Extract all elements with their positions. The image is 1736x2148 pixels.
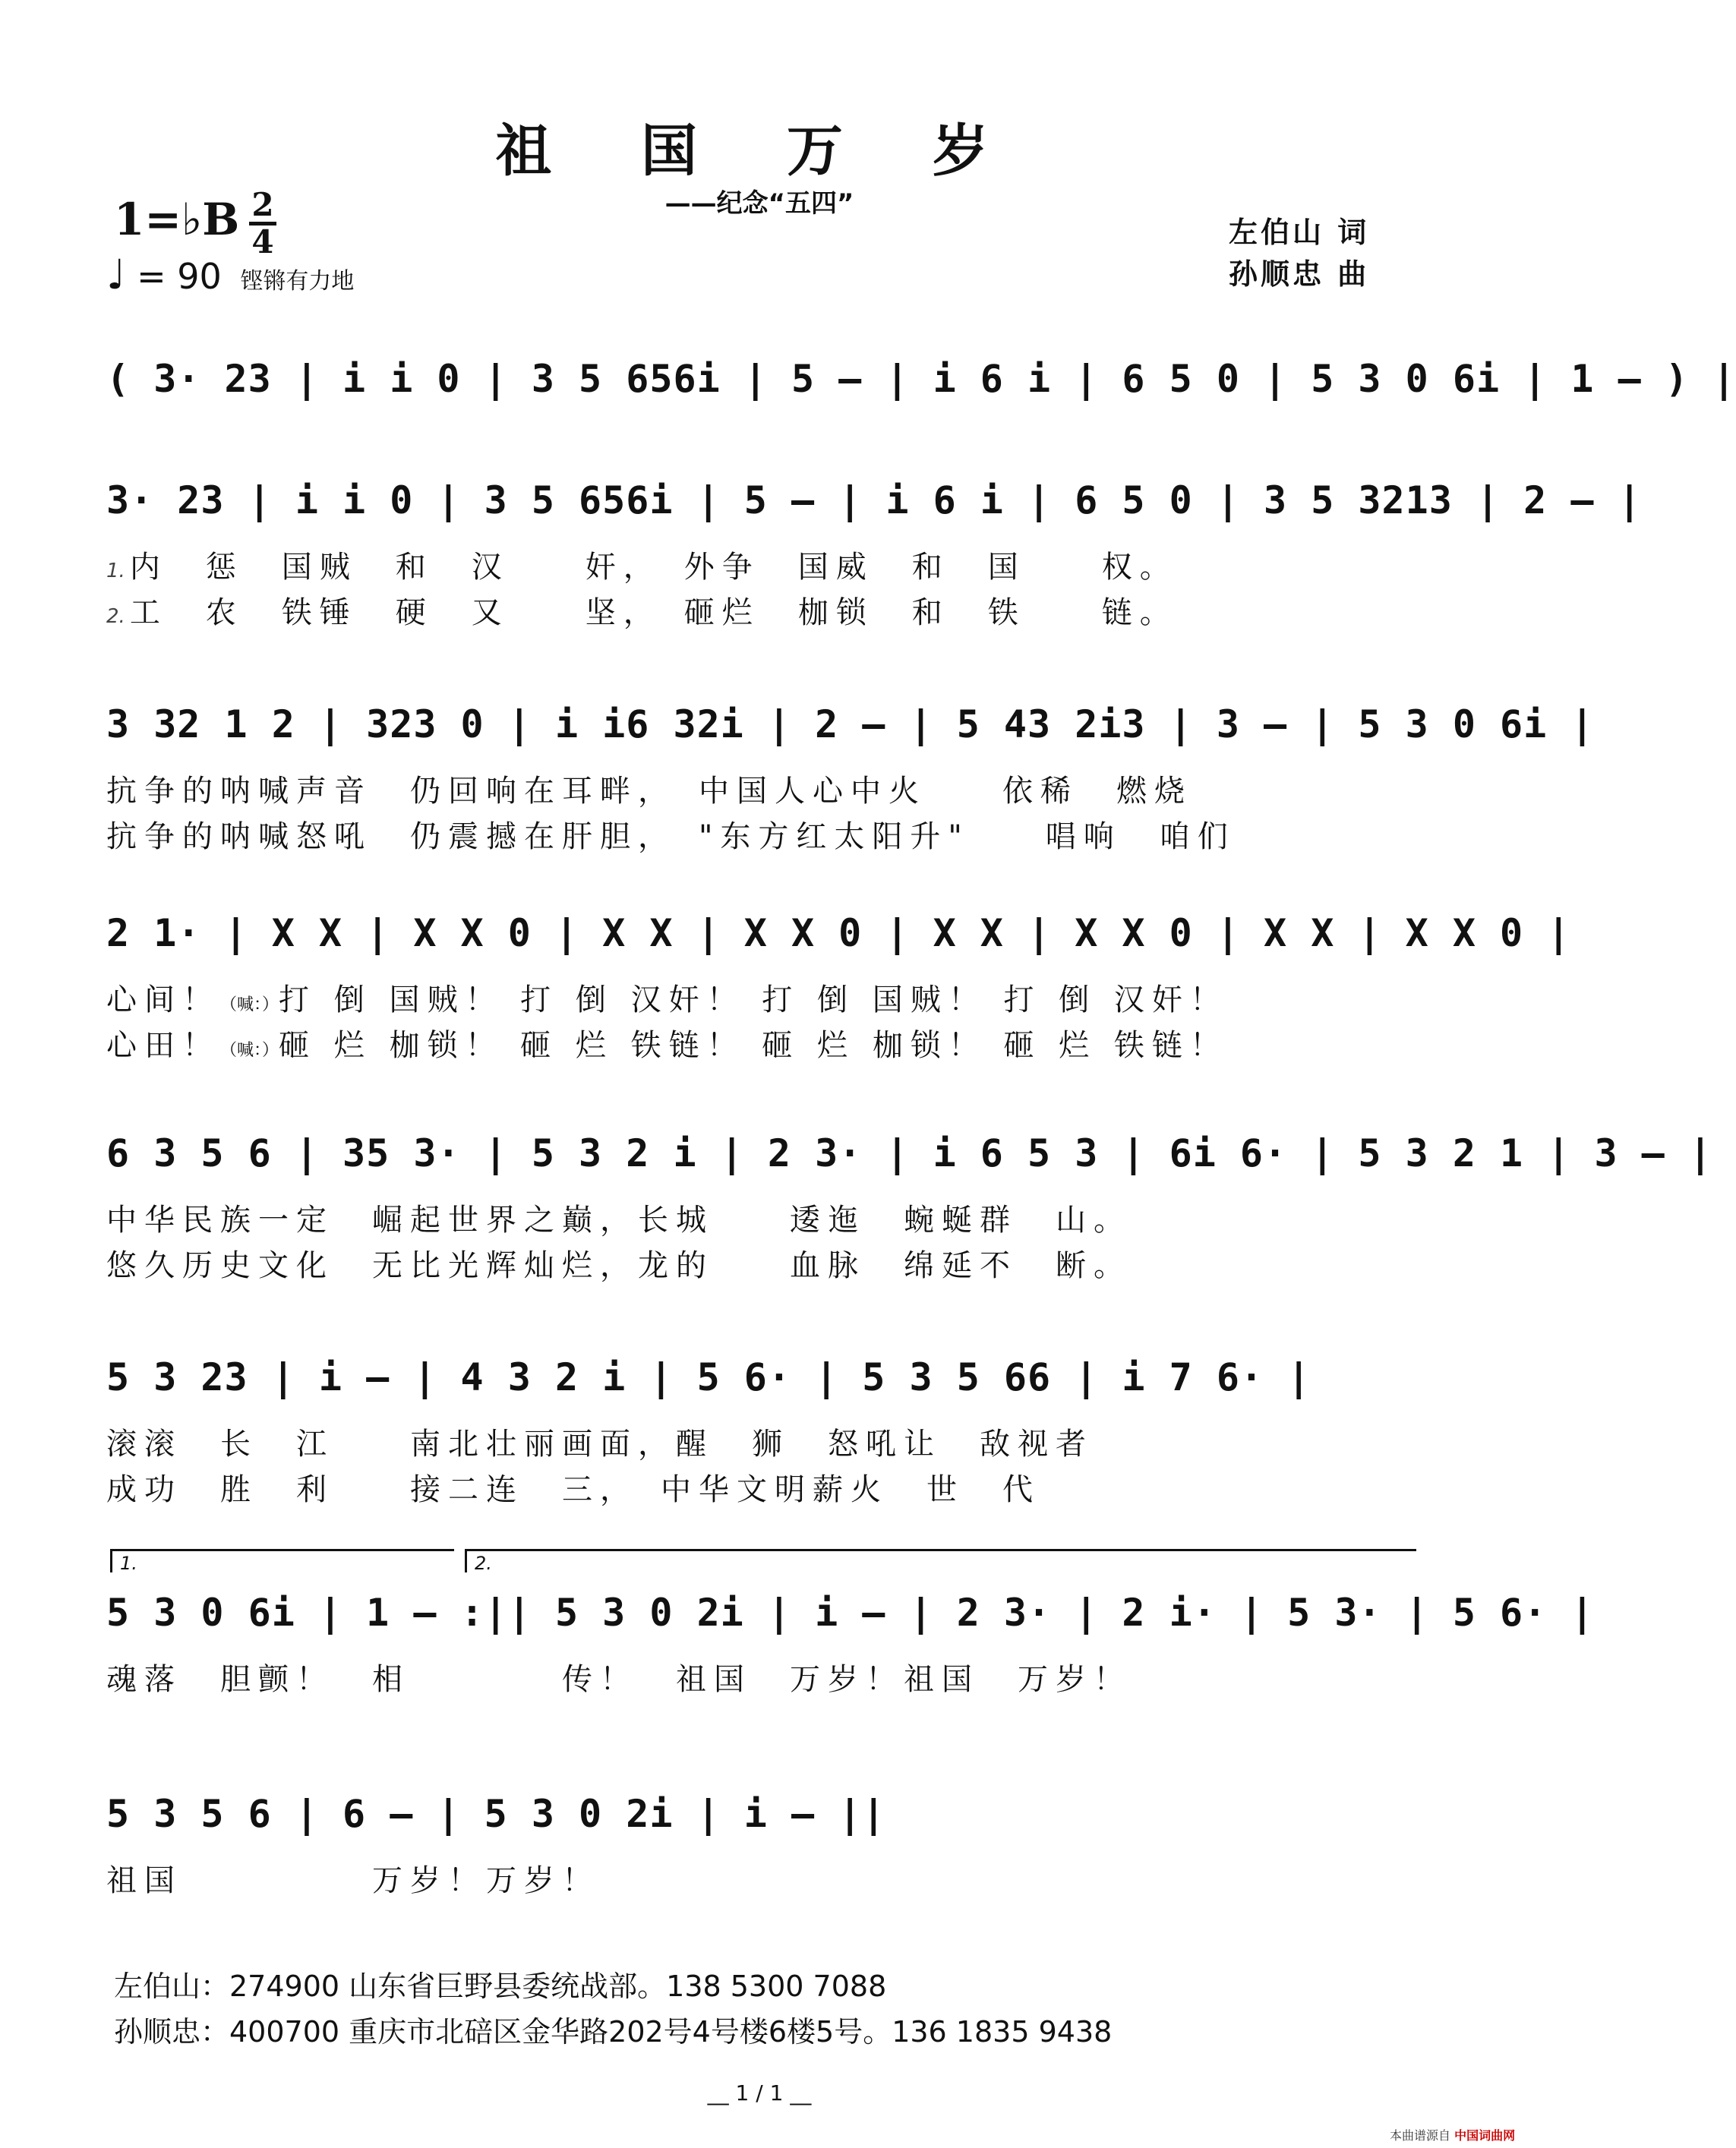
lyric-text: 砸 烂 枷锁！ 砸 烂 铁链！ 砸 烂 枷锁！ 砸 烂 铁链！ [279, 1028, 1228, 1063]
lyric-line: 抗争的呐喊声音 仍回响在耳畔， 中国人心中火 依稀 燃烧 [106, 774, 1192, 809]
composer-credit: 孙顺忠 曲 [1229, 257, 1370, 291]
notation-line-5: 5 3 23 | i – | 4 3 2 i | 5 6· | 5 3 5 66 | i 7 6· | [106, 1355, 1311, 1399]
lyric-line: 成功 胜 利 接二连 三， 中华文明薪火 世 代 [106, 1472, 1040, 1507]
lyric-line: 抗争的呐喊怒吼 仍震撼在肝胆， "东方红太阳升" 唱响 咱们 [106, 819, 1236, 854]
song-title: 祖 国 万 岁 [495, 118, 1024, 184]
lyric-line: 滚滚 长 江 南北壮丽画面，醒 狮 怒吼让 敌视者 [106, 1427, 1094, 1462]
second-ending-bracket [465, 1549, 1416, 1572]
shout-mark: （喊：） [220, 1041, 279, 1060]
lyric-pre: 心间！ [106, 983, 220, 1017]
contact-lyricist: 左伯山：274900 山东省巨野县委统战部。138 5300 7088 [114, 1970, 887, 2003]
lyric-line: 悠久历史文化 无比光辉灿烂，龙的 血脉 绵延不 断。 [106, 1248, 1132, 1283]
quarter-note-icon: ♩ [106, 251, 126, 298]
lyric-line [106, 588, 1178, 632]
lyric-line [106, 976, 1228, 1019]
notation-line-4: 6 3 5 6 | 35 3· | 5 3 2 i | 2 3· | i 6 5 3 | 6i 6· | 5 3 2 1 | 3 – | [106, 1131, 1712, 1175]
lyric-line: 中华民族一定 崛起世界之巅，长城 逶迤 蜿蜒群 山。 [106, 1203, 1132, 1238]
key-signature: 1=♭B [114, 194, 240, 245]
second-ending-label: 2. [475, 1553, 492, 1574]
lyric-line [106, 1021, 1228, 1065]
watermark-text: 本曲谱源自 [1390, 2128, 1451, 2143]
first-ending-bracket [110, 1549, 454, 1572]
lyric-text: 内 惩 国贼 和 汉 奸， 外争 国威 和 国 权。 [129, 550, 1178, 585]
notation-line-3: 2 1· | X X | X X 0 | X X | X X 0 | X X | X X 0 | X X | X X 0 | [106, 911, 1571, 955]
notation-line-2: 3 32 1 2 | 323 0 | i i6 32i | 2 – | 5 43 2i3 | 3 – | 5 3 0 6i | [106, 702, 1595, 746]
notation-line-6: 5 3 0 6i | 1 – :|| 5 3 0 2i | i – | 2 3· | 2 i· | 5 3· | 5 6· | [106, 1591, 1595, 1635]
time-signature [249, 186, 276, 260]
notation-line-intro: ( 3· 23 | i i 0 | 3 5 656i | 5 – | i 6 i | 6 5 0 | 5 3 0 6i | 1 – ) | [106, 357, 1736, 401]
notation-line-1: 3· 23 | i i 0 | 3 5 656i | 5 – | i 6 i | 6 5 0 | 3 5 3213 | 2 – | [106, 478, 1642, 522]
tempo-marking [106, 251, 354, 298]
verse-number: 1. [106, 560, 125, 582]
shout-mark: （喊：） [220, 995, 279, 1014]
lyricist-credit: 左伯山 词 [1229, 216, 1370, 249]
page-number: __ 1 / 1 __ [707, 2080, 812, 2105]
lyric-line: 魂落 胆颤！ 相 传！ 祖国 万岁！祖国 万岁！ [106, 1662, 1132, 1697]
watermark-site: 中国词曲网 [1454, 2128, 1516, 2143]
watermark [1390, 2126, 1515, 2143]
notation-line-7: 5 3 5 6 | 6 – | 5 3 0 2i | i – || [106, 1792, 886, 1836]
contact-composer: 孙顺忠：400700 重庆市北碚区金华路202号4号楼6楼5号。136 1835 9438 [114, 2015, 1113, 2049]
time-numerator: 2 [251, 186, 274, 223]
tempo-value: = 90 [137, 256, 222, 297]
lyric-pre: 心田！ [106, 1028, 220, 1063]
time-denominator: 4 [251, 223, 274, 260]
lyric-text: 打 倒 国贼！ 打 倒 汉奸！ 打 倒 国贼！ 打 倒 汉奸！ [279, 983, 1228, 1017]
lyric-line [106, 543, 1178, 586]
first-ending-label: 1. [120, 1553, 137, 1574]
lyric-line: 祖国 万岁！万岁！ [106, 1863, 600, 1898]
song-subtitle: ——纪念“五四” [664, 188, 854, 219]
lyric-text: 工 农 铁锤 硬 又 坚， 砸烂 枷锁 和 铁 链。 [129, 595, 1178, 630]
tempo-description: 铿锵有力地 [240, 268, 355, 295]
verse-number: 2. [106, 605, 125, 628]
